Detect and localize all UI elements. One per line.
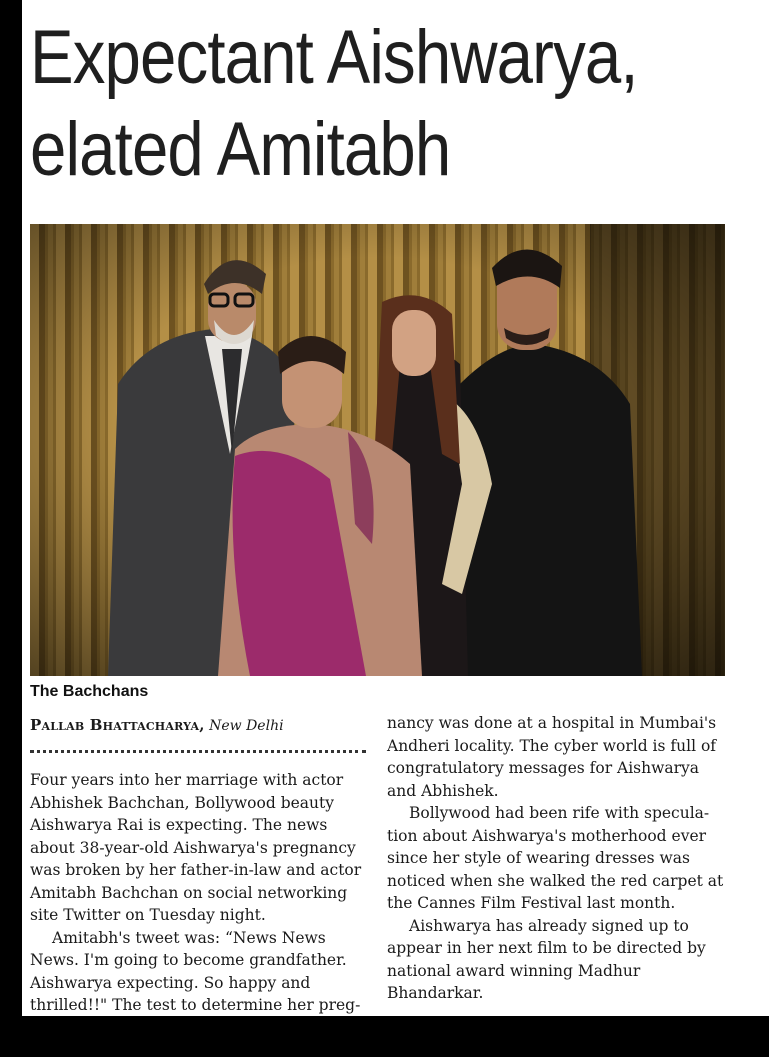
text-line: since her style of wearing dresses was (387, 849, 690, 867)
text-line: congratulatory messages for Aishwarya (387, 759, 700, 777)
family-photo (30, 224, 725, 676)
photo-caption: The Bachchans (30, 683, 149, 700)
paragraph-2-continued (387, 712, 727, 802)
text-line: and Abhishek. (387, 781, 499, 800)
text-line: appear in her next film to be directed by (387, 939, 706, 957)
text-line: Andheri locality. The cyber world is full of (387, 736, 717, 755)
paragraph-1 (30, 769, 366, 927)
byline (30, 712, 366, 738)
text-line: Abhishek Bachchan, Bollywood beauty (30, 793, 334, 812)
byline-place: New Delhi (209, 718, 284, 734)
article-column-1 (30, 712, 366, 1016)
paragraph-2 (30, 927, 366, 1017)
newspaper-clipping (22, 0, 769, 1016)
text-line: Bhandarkar. (387, 984, 484, 1002)
article-column-2 (387, 712, 727, 1005)
text-line: noticed when she walked the red carpet at (387, 871, 724, 890)
text-line: site Twitter on Tuesday night. (30, 906, 266, 924)
text-line: Amitabh Bachchan on social networking (30, 883, 348, 902)
text-line: News. I'm going to become grandfather. (30, 951, 347, 969)
text-line: Aishwarya Rai is expecting. The news (30, 816, 328, 834)
text-line: was broken by her father-in-law and actor (30, 861, 362, 879)
text-line: the Cannes Film Festival last month. (387, 894, 676, 912)
text-line: thrilled!!" The test to determine her preg- (30, 996, 361, 1014)
text-line: Bollywood had been rife with specula- (409, 804, 710, 822)
text-line: Four years into her marriage with actor (30, 771, 344, 789)
headline-line-2: elated Amitabh (30, 107, 451, 192)
text-line: national award winning Madhur (387, 961, 641, 980)
text-line: about 38-year-old Aishwarya's pregnancy (30, 838, 356, 857)
byline-author: Pallab Bhattacharya, (30, 716, 205, 734)
text-line: nancy was done at a hospital in Mumbai's (387, 714, 717, 732)
paragraph-4 (387, 915, 727, 1005)
text-line: Amitabh's tweet was: “News News (52, 928, 326, 947)
text-line: Aishwarya has already signed up to (409, 916, 689, 935)
headline (30, 12, 658, 196)
text-line: tion about Aishwarya's motherhood ever (387, 826, 707, 845)
dotted-divider (30, 750, 366, 753)
paragraph-3 (387, 802, 727, 915)
headline-line-1: Expectant Aishwarya, (30, 15, 638, 100)
text-line: Aishwarya expecting. So happy and (30, 973, 311, 992)
